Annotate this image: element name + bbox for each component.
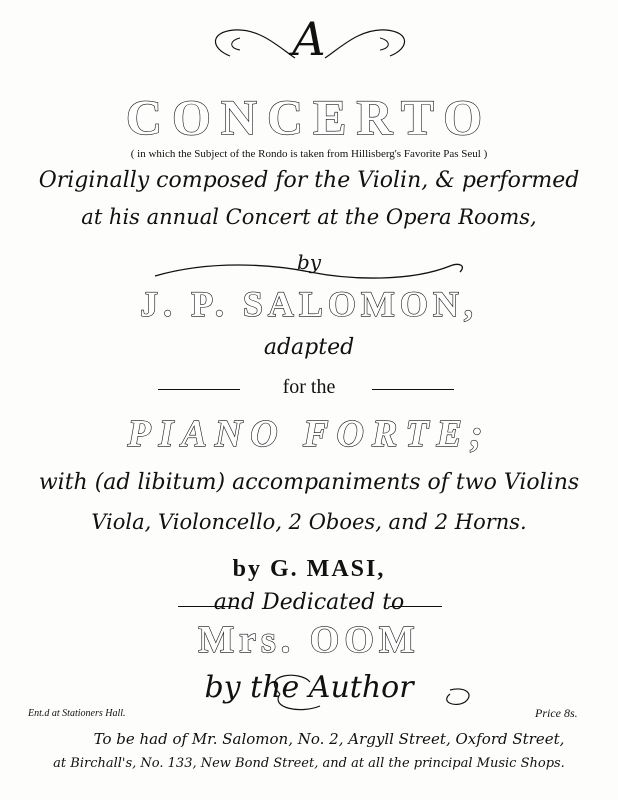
for-the-label: for the xyxy=(282,376,336,398)
price-label: Price 8s. xyxy=(535,706,578,720)
composer-name: J. P. SALOMON, xyxy=(140,284,478,324)
dedicatee-name: Mrs. OOM xyxy=(198,619,420,661)
entered-at-stationers: Ent.d at Stationers Hall. xyxy=(28,708,126,719)
origin-line-2: at his annual Concert at the Opera Rooms, xyxy=(81,205,537,229)
accompaniment-line-1: with (ad libitum) accompaniments of two Violins xyxy=(38,470,580,495)
by-label-1: by xyxy=(296,250,322,274)
imprint-line-1: To be had of Mr. Salomon, No. 2, Argyll Street, Oxford Street, xyxy=(93,730,565,748)
accompaniment-line-2: Viola, Violoncello, 2 Oboes, and 2 Horns. xyxy=(91,510,527,534)
dedication-label: and Dedicated to xyxy=(213,590,405,615)
author-line: by the Author xyxy=(204,670,414,705)
arranger-name: by G. MASI, xyxy=(232,556,386,582)
page-title: CONCERTO xyxy=(125,89,493,145)
title-article: A xyxy=(292,12,326,66)
title-subtitle: ( in which the Subject of the Rondo is taken from Hillisberg's Favorite Pas Seul ) xyxy=(130,148,488,160)
origin-line-1: Originally composed for the Violin, & performed xyxy=(38,168,580,193)
instrument-title: PIANO FORTE; xyxy=(127,413,491,455)
imprint-line-2: at Birchall's, No. 133, New Bond Street, and at all the principal Music Shops. xyxy=(53,756,565,771)
adapted-label: adapted xyxy=(263,335,355,360)
